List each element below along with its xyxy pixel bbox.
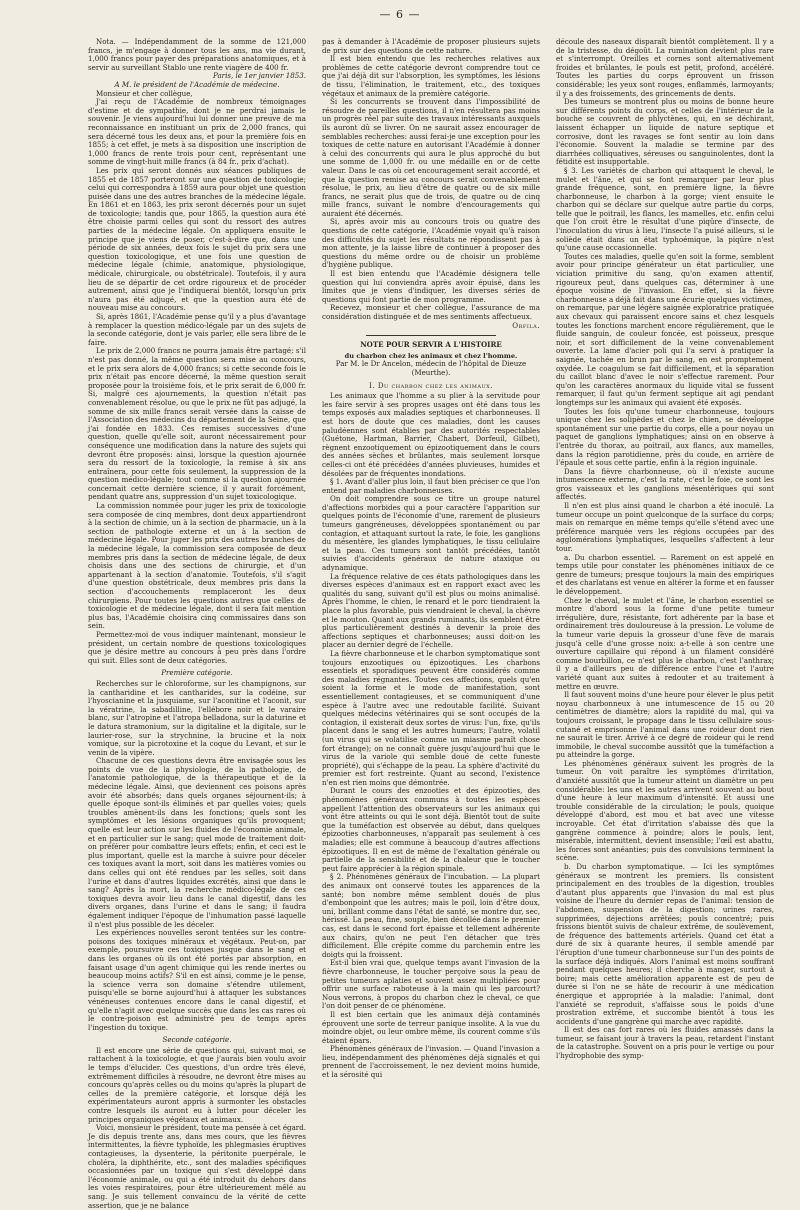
paragraph: découle des naseaux disparaît bientôt complètement. Il y a de la tristesse, du dégoût. La rumination devient plus rare et s'interrompt. Oreilles et cornes sont alternativement froides et brûlantes, le pouls est petit, profond, accéléré. Toutes les parties du corps éprouvent un frisson considérable; les yeux sont rouges, enflammés, larmoyants; il y a des froissements, des grincements de dents. (556, 37, 774, 98)
paragraph: Chacune de ces questions devra être envisagée sous les points de vue de la physiologie, de la pathologie, de l'anatomie pathologique, de la thérapeutique et de la médecine légale. Ainsi, que deviennent ces poisons après avoir été absorbés; dans quels organes séjournent-ils; à quelle époque sont-ils éliminés et par quelles voies; quels troubles amènent-ils dans les fonctions; quels sont les symptômes et les lésions organiques qu'ils provoquent; quelle est leur action sur les fluides de l'économie animale, et en particulier sur le sang; quel mode de traitement doit-on préférer pour combattre leurs effets; enfin, et ceci est le plus important, quelle est la marche à suivre pour déceler ces toxiques avant la mort, soit dans les matières vomies ou dans celles qui ont été rendues par les selles, soit dans l'urine et dans d'autres liquides excrétés, ainsi que dans le sang? Après la mort, la recherche médico-légale de ces toxiques devra avoir lieu dans le canal digestif, dans les divers organes, dans l'urine et dans le sang; il faudra également indiquer l'époque de l'inhumation passé laquelle il n'est plus possible de les déceler. (88, 756, 306, 929)
paragraph: § 2. Phénomènes généraux de l'incubation. — La plupart des animaux ont conservé toutes les apparences de la santé; bon nombre même semblent doués de plus d'embonpoint que les autres; mais le poil, loin d'être doux, uni, brillant comme dans l'état de santé, se montre dur, sec, hérissé. La peau, fine, souple, bien décollée dans le premier cas, est dans le second fort épaisse et tellement adhérente aux chairs, qu'on ne peut l'en détacher que très difficilement. Elle crépite comme du parchemin entre les doigts qui la froissent. (322, 872, 540, 959)
article-author: Par M. le Dr Ancelon, médecin de l'hôpital de Dieuze (Meurthe). (335, 359, 527, 377)
paragraph: Toutes les fois qu'une tumeur charbonneuse, toujours unique chez les solipèdes et chez le chien, se développe spontanément sur une partie du corps, elle a pour noyau un paquet de ganglions lymphatiques; ainsi on en observe à l'entrée du thorax, au poitrail, aux flancs, aux mamelles, dans la région parotidienne, près du coude, en arrière de l'épaule et sous cette partie, enfin à la région inguinale. (556, 406, 774, 468)
paragraph: § 3. Les variétés de charbon qui attaquent le cheval, le mulet et l'âne, et qui se font remarquer par leur plus grande fréquence, sont, en première ligne, la fièvre charbonneuse, le charbon à la gorge; vient ensuite le charbon qui se déclare sur quelque autre partie du corps, telle que le poitrail, les flancs, les mamelles, etc. enfin celui que l'on croit être le résultat d'une piqûre d'insecte, de l'inoculation du virus à lieu, l'insecte l'a puisé ailleurs, si le soliède était dans un état typhoémique, la piqûre n'est qu'une cause occasionnelle. (556, 165, 774, 253)
paragraph: § 1. Avant d'aller plus loin, il faut bien préciser ce que l'on entend par maladies charbonneuses. (322, 477, 540, 495)
salutation: Monsieur et cher collègue, (96, 88, 193, 98)
paragraph: La fréquence relative de ces états pathologiques dans les diverses espèces d'animaux est en rapport exact avec les qualités du sang, suivant qu'il est plus ou moins animalisé. Après l'homme, le chien, le renard et le porc tiendraient la place la plus favorable, puis viendraient le cheval, la chèvre et le mouton. Quant aux grands ruminants, ils semblent être plus particulièrement destinés à devenir la proie des affections septiques et charbonneuses; aussi doit-on les placer au dernier degré de l'échelle. (322, 571, 540, 650)
paragraph: Il est des cas fort rares où les fluides amassés dans la tumeur, se faisant jour à travers la peau, retardent l'instant de la catastrophe. Souvent on a pris pour le vertige ou pour l'hydrophobie des symp- (556, 1025, 774, 1061)
nota-paragraph: Nota. — Indépendamment de la somme de 121,000 francs, je m'engage à donner tous les ans, ma vie durant, 1,000 francs pour payer des préparations anatomiques, et à servir au surveillant Stablo une rente viagère de 400 fr. (88, 37, 306, 72)
paragraph: La commission nommée pour juger les prix de toxicologie sera composée de cinq membres, dont deux appartiendront à la section de chimie, un à la section de pharmacie, un à la section de pathologie externe et un à la section de médecine légale. Pour juger les prix des autres branches de la médecine légale, la commission sera composée de deux membres pris dans la section de médecine légale, de deux choisis dans une des sections de chirurgie, et d'un appartenant à la section d'anatomie. Toutefois, s'il s'agit d'une question obstétricale, deux membres pris dans la section d'accouchements remplaceront les deux chirurgiens. Pour toutes les questions autres que celles de toxicologie et de médecine légale, dont il sera fait mention plus bas, l'Académie choisira cinq commissaires dans son sein. (88, 501, 306, 631)
paragraph: Dans la fièvre charbonneuse, où il n'existe aucune intumescence externe, c'est la rate, c'est le foie, ce sont les gros vaisseaux et les ganglions mésentériques qui sont affectés. (556, 466, 774, 502)
section-heading: Seconde catégorie. (162, 1035, 232, 1045)
addressee: A M. le président de l'Académie de médecine. (114, 79, 280, 89)
column-3 (556, 38, 774, 1138)
paragraph: Les phénomènes généraux suivent les progrès de la tumeur. On voit paraître les symptômes d'irritation, d'anxiété aussitôt que la tumeur atteint un diamètre un peu considérable: les uns et les autres arrivent souvent au bout d'une heure à leur maximum d'intensité. Et aussi une trouble considérable de la circulation; le pouls, quoique développé d'abord, est mou et bat avec une vitesse incroyable. Cet état d'irritation s'abaisse dès que la gangrène commence à poindre; alors le pouls, lent, misérable, intermittent, devient insensible; l'œil est abattu, les forces sont anéanties; puis des convulsions terminent la scène. (556, 758, 774, 863)
paragraph: Le prix de 2,000 francs ne pourra jamais être partagé; s'il n'est pas donné, la même question sera mise au concours, et le prix sera alors de 4,000 francs; si cette seconde fois le prix n'était pas encore décerné, la même question serait proposée pour la troisième fois, et le prix serait de 6,000 fr. Si, malgré ces ajournements, la question n'était pas convenablement résolue, ou que le prix ne fût pas adjugé, la somme de six mille francs serait versée dans la caisse de l'Association des médecins du département de la Seine, que j'ai fondée en 1833. Ces remises successives d'une question, quelle qu'elle soit, auront nécessairement pour conséquence une modification dans la nature des sujets qui devront être proposés: ainsi, lorsque la question ajournée sera du ressort de la toxicologie, la remise à six ans entraînera, pour cette fois seulement, la suppression de la question médico-légale; tout comme si la question ajournée concernait cette dernière science, il y aurait forcément, pendant quatre ans, suppression d'un sujet toxicologique. (88, 346, 306, 502)
paragraph: Il est bien certain que les animaux déjà contaminés éprouvent une sorte de terreur panique insolite. A la vue du moindre objet, ou leur ombre même, ils courent comme s'ils étaient épars. (322, 1009, 540, 1045)
paragraph: Recevez, monsieur et cher collègue, l'assurance de ma considération distinguée et de mes sentiments affectueux. (322, 303, 540, 321)
paragraph: Il est encore une série de questions qui, suivant moi, se rattachent à la toxicologie, et que j'aurais bien voulu avoir le temps d'élucider. Ces questions, d'un ordre très élevé, extrêmement difficiles à résoudre, ne devront être mises au concours qu'après celles ou du moins qu'après la plupart de celles de la première catégorie, et lorsque déjà les expérimentateurs auront appris à surmonter les obstacles contre lesquels ils auront eu à lutter pour déceler les principes organiques végétaux et animaux. (88, 1045, 306, 1124)
article-subtitle: du charbon chez les animaux et chez l'homme. (344, 351, 518, 360)
paragraph: Il est bien entendu que les recherches relatives aux problèmes de cette catégorie devront comprendre tout ce que j'ai déjà dit sur l'absorption, les symptômes, les lésions de tissu, l'élimination, le traitement, etc., des toxiques végétaux et animaux de la première catégorie. (322, 54, 540, 98)
paragraph: Les prix qui seront donnés aux séances publiques de 1855 et de 1857 porteront sur une question de toxicologie; celui qui correspondra à 1859 aura pour objet une question puisée dans une des autres branches de la médecine légale. En 1861 et en 1863, les prix seront décernés pour un sujet de toxicologie; tandis que, pour 1865, la question aura été être choisie parmi celles qui sont du ressort des autres parties de la médecine légale. On appliquera ensuite le principe que je viens de poser, c'est-à-dire que, dans une période de six années, deux fois le sujet du prix sera une question toxicologique, et une fois une question de médecine légale (chimie, anatomique, physiologique, médicale, chirurgicale, ou obstétricale). Toutefois, il y aura lieu de se départir de cet ordre rigoureux et de procéder autrement, ainsi que je l'indiquerai bientôt, lorsqu'un prix n'aura pas été adjugé, et que la question aura été de nouveau mise au concours. (88, 165, 306, 313)
paragraph: a. Du charbon essentiel. — Rarement on est appelé en temps utile pour constater les phénomènes initiaux de ce genre de tumeurs; presque toujours la main des empiriques et des charlatans est venue en altérer la forme et en fausser le développement. (556, 552, 774, 596)
paragraph: Chez le cheval, le mulet et l'âne, le charbon essentiel se montre d'abord sous la forme d'une petite tumeur irrégulière, dure, résistante, fort adhérente par la base et ordinairement très douloureuse à la pression. Le volume de la tumeur varie depuis la grosseur d'une fève de marais jusqu'à celle d'une grosse noix: a-t-elle à son centre une ouverture capillaire qui répond à un filament considéré comme bourbillon, ce n'est plus le charbon, c'est l'anthrax; il y a d'ailleurs peu de différence entre l'une et l'autre variété quant aux suites à redouter et au traitement à mettre en œuvre. (556, 595, 774, 691)
paragraph: Toutes ces maladies, quelle qu'en soit la forme, semblent avoir pour principe générateur un état particulier, une viciation primitive du sang, qu'on examen attentif, rigoureux peut, dans quelques cas, déterminer à une époque voisine de l'invasion. En effet, si la fièvre charbonneuse a déjà fait dans une écurie quelques victimes, on remarque, par une légère saignée exploratrice pratiquée aux chevaux qui paraissent encore sains et chez lesquels toutes les fonctions marchent encore régulièrement, que le fluide sanguin, de couleur foncée, est poisseux, presque noir, et sort difficilement de la veine convenablement ouverte. La lame d'acier poli qui l'a servi à pratiquer la saignée, tachée en brun par le sang, en est promptement oxydée. Le coagulum se fait difficilement, et la séparation du caillot blanc d'avec le noir s'effectue rarement. Pour qu'on les caractères anormaux du liquide vital se fussent remarquer, il faut qu'un ferment septique ait agi pendant longtemps sur les animaux qui avaient été exposés. (556, 251, 774, 407)
paragraph: Si, après avoir mis au concours trois ou quatre des questions de cette catégorie, l'Académie voyait qu'à raison des difficultés du sujet les résultats ne répondissent pas à mon attente, je la laisse libre de continuer à proposer des questions du même ordre ou de choisir un problème d'hygiène publique. (322, 217, 540, 270)
section-heading: I. Du charbon chez les animaux. (369, 380, 493, 390)
paragraph: On doit comprendre sous ce titre un groupe naturel d'affections morbides qui a pour caractère l'apparition sur quelques points de l'économie d'une, rarement de plusieurs tumeurs gangréneuses, développées spontanément ou par contagion, et attaquant surtout la rate, le foie, les ganglions du mésentère, les glandes lymphatiques, le tissu cellulaire et la peau. Ces tumeurs sont tantôt précédées, tantôt suivies d'accidents généraux de nature ataxique ou adynamique. (322, 494, 540, 573)
paragraph: pas à demander à l'Académie de proposer plusieurs sujets de prix sur des questions de cette nature. (322, 37, 540, 55)
paragraph: Il faut souvent moins d'une heure pour élever le plus petit noyau charbonneux à une intumescence de 15 ou 20 centimètres de diamètre; alors la rapidité du mal, qui va toujours croissant, le propage dans le tissu cellulaire sous-cutané et emprisonne l'animal dans une roideur dont rien ne saurait le tirer. Arrivé à ce degré de roideur qui le rend immobile, le cheval succombe aussitôt que la tuméfaction a pu atteindre la gorge. (556, 690, 774, 760)
paragraph: Si, après 1861, l'Académie pense qu'il y a plus d'avantage à remplacer la question médico-légale par un des sujets de la seconde catégorie, dont je vais parler, elle sera libre de le faire. (88, 312, 306, 347)
paragraph: Permettez-moi de vous indiquer maintenant, monsieur le président, un certain nombre de questions toxicologiques que je désire mettre au concours à peu près dans l'ordre qui suit. Elles sont de deux catégories. (88, 629, 306, 665)
dateline: Paris, le 1er janvier 1853. (213, 71, 306, 81)
column-1 (88, 37, 306, 1210)
paragraph: Il est bien entendu que l'Académie désignera telle question qui lui conviendra après avoir épuisé, dans les limites que je viens d'indiquer, les diverses séries de questions qui font partie de mon programme. (322, 269, 540, 304)
paragraph: b. Du charbon symptomatique. — Ici les symptômes généraux se montrent les premiers. Ils consistent principalement en des troubles de la digestion, troubles d'autant plus apparents que l'invasion du mal est plus voisine de l'heure du dernier repas de l'animal: tension de l'abdomen, suspension de la digestion; urines rares, supprimées, déjections arrêtées; pouls concentré; puis frissons bientôt suivis de chaleur extrême, de soulèvement, de fréquence des battements artériels. Quand cet état a duré de six à quarante heures, il semble amendé par l'éruption d'une tumeur charbonneuse sur l'un des points de la surface déjà indiqués. Alors l'animal est moins souffrant pendant quelques heures; il cherche à manger, surtout à boire; mais cette amélioration apparente est de peu de durée si l'on ne se hâte de recourir à une médication énergique et appropriée à la maladie: l'animal, dont l'anxiété se reproduit, s'affaisse sous le poids d'une prostration extrême, et succombe bientôt à tous les accidents d'une gangrène qui marche avec rapidité. (556, 862, 774, 1026)
column-2 (322, 38, 540, 1138)
paragraph: Phénomènes généraux de l'invasion. — Quand l'invasion a lieu, indépendamment des phénomènes déjà signalés et qui prennent de l'accroissement, le nez devient moins humide, et la sérosité qui (322, 1044, 540, 1080)
paragraph: Les animaux que l'homme a su plier à la servitude pour les faire servir à ses propres usages ont été dans tous les temps exposés aux maladies septiques et charbonneuses. Il est hors de doute que ces maladies, dont les causes paludéennes sont établies par des autorités respectables (Guétone, Hartman, Barrier, Chabert, Dorfeuil, Gilbet), règnent enzootiquement ou épizootiquement dans le cours des années sèches et brûlantes, mais seulement lorsque celles-ci ont été précédées d'années pluvieuses, humides et désolées par de fréquentes inondations. (322, 391, 540, 478)
article-title: NOTE POUR SERVIR A L'HISTOIRE (360, 340, 502, 350)
paragraph: Voici, monsieur le président, toute ma pensée à cet égard. Je dis depuis trente ans, dans mes cours, que les fièvres intermittentes, la fièvre typhoïde, les phlegmasies éruptives contagieuses, la dysenterie, la péritonite puerpérale, le choléra, la diphthérite, etc., sont des maladies spécifiques occasionnées par un toxique qui s'est développé dans l'économie animale, ou qui a été introduit du dehors dans les voies respiratoires, pour être ultérieurement mêlé au sang. Je suis tellement convaincu de la vérité de cette assertion, que je ne balance (88, 1123, 306, 1210)
page-number: — 6 — (379, 8, 421, 21)
paragraph: Des tumeurs se montrent plus ou moins de bonne heure sur différents points du corps, et celles de l'intérieur de la bouche se couvrent de phlyctènes, qui, en se déchirant, laissent échapper un liquide de nature septique et corrosive, dont les ravages se font sentir au loin dans l'économie. Souvent la maladie se termine par des diarrhées colliquatives, séreuses ou sanguinolentes, dont la fétidité est insupportable. (556, 97, 774, 167)
paragraph: J'ai reçu de l'Académie de nombreux témoignages d'estime et de sympathie, dont je ne perdrai jamais le souvenir. Je viens aujourd'hui lui donner une preuve de ma reconnaissance en instituant un prix de 2,000 francs, qui sera décerné tous les deux ans, et pour la première fois en 1855; à cet effet, je mets à sa disposition une inscription de 1,000 francs de rente trois pour cent, représentant une somme de vingt-huit mille francs (à 84 fr., prix d'achat). (88, 97, 306, 167)
paragraph: Recherches sur le chloroforme, sur les champignons, sur la cantharidine et les cantharides, sur la codéine, sur l'hyoscianine et la jusquiame, sur l'aconitine et l'aconit, sur la vératrine, la sabadilline, l'ellébore noir et le varaire blanc, sur l'atropine et l'atropa belladona, sur la daturine et le datura stramonium, sur la digitaline et la digitale, sur le laurier-rose, sur la strychnine, la brucine et la noix vomique, sur la picrotoxine et la coque du Levant, et sur le venin de la vipère. (88, 678, 306, 757)
paragraph: Il n'en est plus ainsi quand le charbon a été inoculé. La tumeur occupe un point quelconque de la surface du corps; mais on remarque en même temps qu'elle s'étend avec une préférence marquée vers les régions occupées par des agglomérations lymphatiques, lesquelles s'affectent à leur tour. (556, 501, 774, 554)
paragraph: Si les concurrents se trouvent dans l'impossibilité de résoudre de pareilles questions, il n'en résultera pas moins un progrès réel par suite des travaux intéressants auxquels ils auront dû se livrer. On ne saurait assez encourager de semblables recherches: aussi ferai-je une exception pour les toxiques de cette nature en autorisant l'Académie à donner à celui des concurrents qui aura le plus approché du but une somme de 1,000 fr. ou une médaille en or de cette valeur. Dans le cas où cet encouragement serait accordé, et que la question remise au concours serait convenablement résolue, le prix, au lieu d'être de quatre ou de six mille francs, ne serait plus que de trois, de quatre ou de cinq mille francs, suivant le nombre d'encouragements qui auraient été décernés. (322, 97, 540, 218)
paragraph: Les expériences nouvelles seront tentées sur les contre-poisons des toxiques minéraux et végétaux. Peut-on, par exemple, poursuivre ces toxiques jusque dans le sang et dans les organes où ils ont été portés par absorption, en faisant usage d'un agent chimique qui les rende inertes ou beaucoup moins actifs? S'il en est ainsi, comme je le pense, la science verra son domaine s'étendre utilement, puisqu'elle se borne aujourd'hui à attaquer les substances vénéneuses contenues encore dans le canal digestif, et qu'elle n'agit avec quelque succès que dans les cas rares où le contre-poison est administré peu de temps après l'ingestion du toxique. (88, 928, 306, 1032)
paragraph: Durant le cours des enzooties et des épizooties, des phénomènes généraux communs à toutes les espèces appellent l'attention des observateurs sur les animaux qui vont être atteints ou qui le sont déjà. Bientôt tout de suite que la tuméfaction est observée au début, dans quelques épizooties charbonneuses, n'apparaît pas seulement à ces maladies; elle est commune à beaucoup d'autres affections épizootiques. Il en est de même de l'exaltation générale ou partielle de la sensibilité et de la chaleur que le toucher peut faire apprécier à la région spinale. (322, 786, 540, 873)
divider (366, 335, 497, 336)
signature: Orfila. (512, 320, 540, 330)
paragraph: La fièvre charbonneuse et le charbon symptomatique sont toujours enzootiques ou épizootiques. Les charbons essentiels et sporadiques peuvent être considérés comme des maladies régnantes. Toutes ces affections, quels qu'en soient la forme et le mode de manifestation, sont essentiellement contagieuses, et se communiquent d'une espèce à l'autre avec une redoutable facilité. Suivant quelques médecins vétérinaires qui se sont occupés de la contagion, il existerait deux sortes de virus: l'un, fixe, qu'ils placent dans le sang et les autres humeurs; l'autre, volatil (un virus qui se volatilise comme un miasme paraît chose fort étrange); on ne connaît guère jusqu'aujourd'hui que le virus de la variole qui semble doué de cette funeste propriété), qui s'échappe de la peau. La sphère d'activité du premier est fort restreinte. Quant au second, l'existence n'en est rien moins que démontrée. (322, 648, 540, 787)
section-heading: Première catégorie. (161, 668, 233, 678)
paragraph: Est-il bien vrai que, quelque temps avant l'invasion de la fièvre charbonneuse, le toucher perçoive sous la peau de petites tumeurs aplaties et souvent assez multipliées pour offrir une surface raboteuse à la main qui les parcourt? Nous verrons, à propos du charbon chez le cheval, ce que l'on doit penser de ce phénomène. (322, 958, 540, 1011)
